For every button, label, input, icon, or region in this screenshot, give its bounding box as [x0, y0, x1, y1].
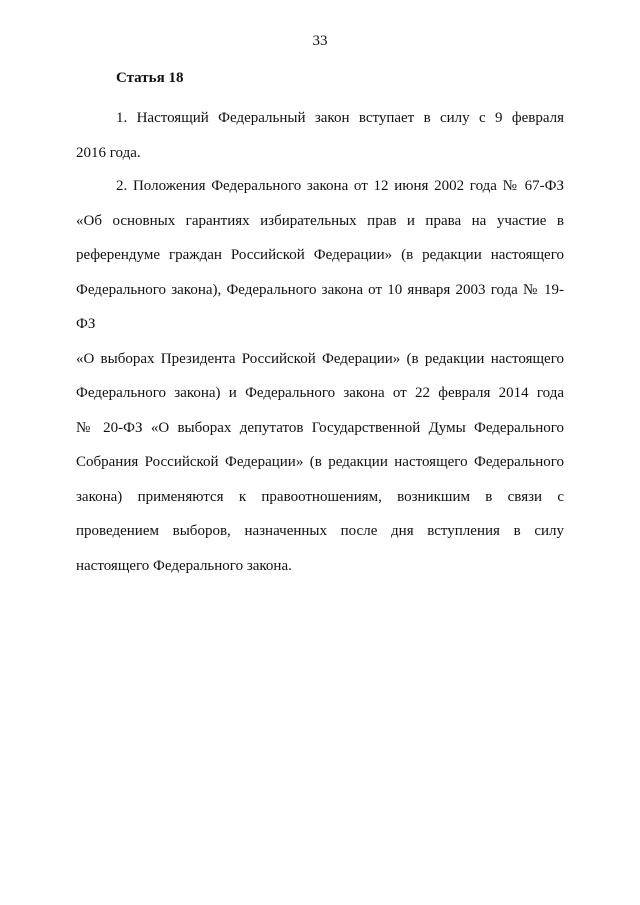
paragraph-2	[76, 169, 564, 583]
paragraph-line: проведением выборов, назначенных после дня вступления в силу	[76, 523, 564, 539]
paragraph-line: закона) применяются к правоотношениям, возникшим в связи с	[76, 488, 564, 505]
paragraph-line: «О выборах Президента Российской Федерации» (в редакции настоящего	[76, 350, 564, 367]
paragraph-line: настоящего Федерального закона.	[76, 557, 292, 574]
paragraph-line: № 20-ФЗ «О выборах депутатов Государственной Думы Федерального	[76, 419, 564, 436]
paragraph-line: 2016 года.	[76, 144, 141, 161]
paragraph-line: Федерального закона) и Федерального закона от 22 февраля 2014 года	[76, 385, 564, 401]
paragraph-line: 1. Настоящий Федеральный закон вступает в силу с 9 февраля	[116, 110, 564, 126]
paragraph-line: «Об основных гарантиях избирательных прав и права на участие в	[76, 212, 564, 229]
paragraph-line: Федерального закона), Федерального закона от 10 января 2003 года № 19-ФЗ	[76, 281, 564, 332]
paragraph-line: 2. Положения Федерального закона от 12 июня 2002 года № 67-ФЗ	[116, 178, 564, 194]
paragraph-line: референдуме граждан Российской Федерации» (в редакции настоящего	[76, 247, 564, 263]
paragraph-line: Собрания Российской Федерации» (в редакции настоящего Федерального	[76, 454, 564, 470]
article-title: Статья 18	[116, 70, 184, 86]
paragraph-1	[76, 101, 564, 170]
page-number: 33	[312, 33, 328, 49]
